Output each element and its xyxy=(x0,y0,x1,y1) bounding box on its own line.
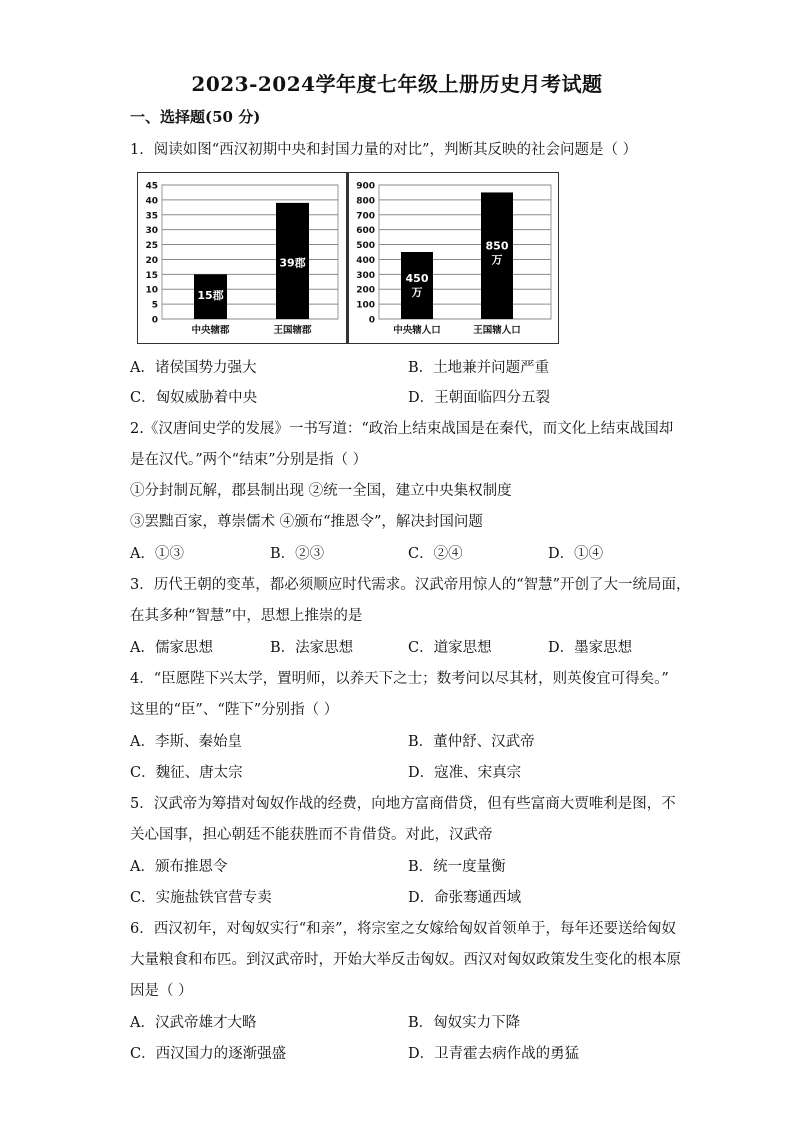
chart-panel xyxy=(137,172,559,344)
y-tick-label: 0 xyxy=(151,315,158,326)
y-tick-label: 40 xyxy=(145,196,158,207)
data-label-unit: 万 xyxy=(411,286,423,300)
y-tick-label: 500 xyxy=(356,241,375,252)
question-3-option-a[interactable]: A．儒家思想 xyxy=(130,640,213,656)
question-4-option-c[interactable]: C．魏征、唐太宗 xyxy=(130,765,243,781)
page-title: 2023-2024学年度七年级上册历史月考试题 xyxy=(191,72,603,96)
category-label: 王国辖郡 xyxy=(273,325,312,336)
question-5-stem-line-1: 5．汉武帝为筹措对匈奴作战的经费，向地方富商借贷，但有些富商大贾唯利是图，不 xyxy=(130,796,676,812)
y-tick-label: 300 xyxy=(356,270,375,281)
question-5-stem-line-2: 关心国事，担心朝廷不能获胜而不肯借贷。对此，汉武帝 xyxy=(130,827,493,843)
question-5-option-b[interactable]: B．统一度量衡 xyxy=(408,859,506,875)
question-4-stem-line-2: 这里的“臣”、“陛下”分别指（ ） xyxy=(130,702,339,718)
y-tick-label: 45 xyxy=(145,181,158,192)
section-heading: 一、选择题(50 分) xyxy=(130,108,261,126)
question-3-option-c[interactable]: C．道家思想 xyxy=(408,640,492,656)
y-tick-label: 700 xyxy=(356,211,375,222)
y-tick-label: 600 xyxy=(356,226,375,237)
question-6-option-b[interactable]: B．匈奴实力下降 xyxy=(408,1015,521,1031)
chart-counties xyxy=(138,173,346,343)
data-label: 850 xyxy=(485,239,509,253)
question-2-option-c[interactable]: C．②④ xyxy=(408,546,463,562)
y-tick-label: 15 xyxy=(145,270,158,281)
question-3-option-b[interactable]: B．法家思想 xyxy=(270,640,354,656)
question-5-option-a[interactable]: A．颁布推恩令 xyxy=(130,859,228,875)
question-6-option-d[interactable]: D．卫青霍去病作战的勇猛 xyxy=(408,1046,580,1062)
question-2-statement-2: ③罢黜百家，尊崇儒术 ④颁布“推恩令”，解决封国问题 xyxy=(130,514,483,530)
y-tick-label: 30 xyxy=(145,226,158,237)
question-3-option-d[interactable]: D．墨家思想 xyxy=(548,640,633,656)
question-2-option-a[interactable]: A．①③ xyxy=(130,546,184,562)
question-1-option-d[interactable]: D．王朝面临四分五裂 xyxy=(408,390,551,406)
question-6-option-c[interactable]: C．西汉国力的逐渐强盛 xyxy=(130,1046,287,1062)
data-label: 15郡 xyxy=(197,288,224,302)
data-label: 450 xyxy=(405,272,429,286)
question-4-option-d[interactable]: D．寇准、宋真宗 xyxy=(408,765,522,781)
y-tick-label: 0 xyxy=(368,315,375,326)
question-4-option-b[interactable]: B．董仲舒、汉武帝 xyxy=(408,734,535,750)
category-label: 王国辖人口 xyxy=(473,325,521,336)
question-4-option-a[interactable]: A．李斯、秦始皇 xyxy=(130,734,242,750)
data-label: 39郡 xyxy=(279,256,306,270)
question-5-option-c[interactable]: C．实施盐铁官营专卖 xyxy=(130,890,272,906)
question-6-stem-line-2: 大量粮食和布匹。到汉武帝时，开始大举反击匈奴。西汉对匈奴政策发生变化的根本原 xyxy=(130,952,681,968)
question-2-option-b[interactable]: B．②③ xyxy=(270,546,325,562)
question-1-option-c[interactable]: C．匈奴威胁着中央 xyxy=(130,390,258,406)
category-label: 中央辖郡 xyxy=(191,325,230,336)
question-3-stem-line-2: 在其多种“智慧”中，思想上推崇的是 xyxy=(130,608,363,624)
question-2-statement-1: ①分封制瓦解，郡县制出现 ②统一全国，建立中央集权制度 xyxy=(130,483,512,499)
y-tick-label: 800 xyxy=(356,196,375,207)
question-2-stem-line-1: 2.《汉唐间史学的发展》一书写道：“政治上结束战国是在秦代，而文化上结束战国却 xyxy=(130,421,674,437)
y-tick-label: 20 xyxy=(145,255,158,266)
question-6-stem-line-3: 因是（ ） xyxy=(130,983,193,999)
question-1-stem: 1．阅读如图“西汉初期中央和封国力量的对比”，判断其反映的社会问题是（ ） xyxy=(130,142,638,158)
question-6-option-a[interactable]: A．汉武帝雄才大略 xyxy=(130,1015,257,1031)
question-1-option-a[interactable]: A．诸侯国势力强大 xyxy=(130,360,257,376)
y-tick-label: 5 xyxy=(151,300,158,311)
category-label: 中央辖人口 xyxy=(393,325,441,336)
y-tick-label: 10 xyxy=(145,285,158,296)
y-tick-label: 900 xyxy=(356,181,375,192)
data-label-unit: 万 xyxy=(491,253,503,267)
question-2-option-d[interactable]: D．①④ xyxy=(548,546,604,562)
y-tick-label: 100 xyxy=(356,300,375,311)
question-3-stem-line-1: 3．历代王朝的变革，都必须顺应时代需求。汉武帝用惊人的“智慧”开创了大一统局面， xyxy=(130,577,691,593)
y-tick-label: 200 xyxy=(356,285,375,296)
question-1-option-b[interactable]: B．土地兼并问题严重 xyxy=(408,360,550,376)
question-5-option-d[interactable]: D．命张骞通西域 xyxy=(408,890,522,906)
question-6-stem-line-1: 6．西汉初年，对匈奴实行“和亲”，将宗室之女嫁给匈奴首领单于，每年还要送给匈奴 xyxy=(130,921,677,937)
y-tick-label: 35 xyxy=(145,211,158,222)
plot-area xyxy=(162,185,338,319)
question-2-stem-line-2: 是在汉代。”两个“结束”分别是指（ ） xyxy=(130,452,368,468)
y-tick-label: 400 xyxy=(356,255,375,266)
question-4-stem-line-1: 4．“臣愿陛下兴太学，置明师，以养天下之士；数考问以尽其材，则英俊宜可得矣。” xyxy=(130,671,669,687)
chart-population xyxy=(349,173,558,343)
y-tick-label: 25 xyxy=(145,241,158,252)
